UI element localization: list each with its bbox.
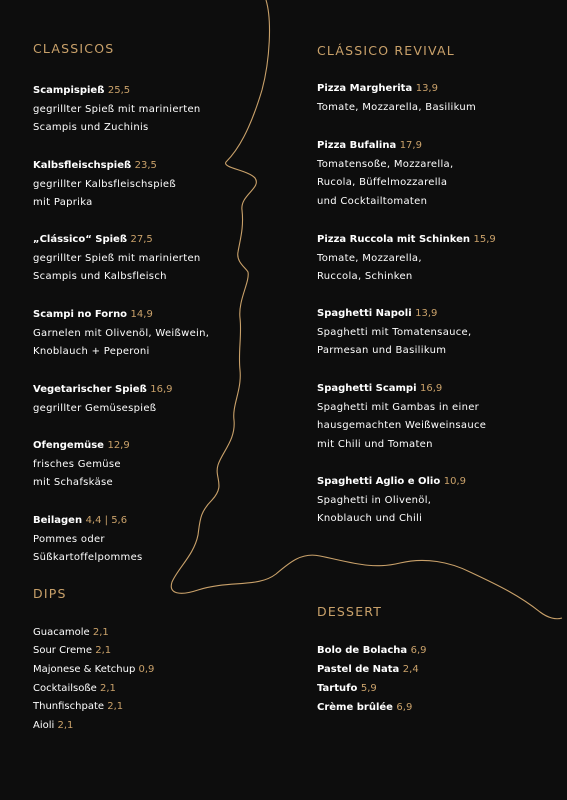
- item-name: Thunfischpate: [33, 701, 105, 712]
- item-price: 6,9: [396, 702, 413, 713]
- item-name: Spaghetti Aglio e Olio: [317, 476, 441, 487]
- dip-item: [33, 717, 73, 736]
- item-price: 2,1: [92, 627, 109, 638]
- dessert-item: [317, 661, 419, 680]
- item-name: Scampi no Forno: [33, 309, 128, 320]
- item-name: Guacamole: [33, 627, 90, 638]
- item-desc: Garnelen mit Olivenöl, Weißwein,: [33, 327, 210, 339]
- item-desc: Spaghetti mit Tomatensauce,: [317, 326, 472, 338]
- menu-item-pizza-margherita: [317, 80, 567, 117]
- item-name: Pizza Bufalina: [317, 140, 397, 151]
- item-name: Ofengemüse: [33, 440, 104, 451]
- item-desc: Parmesan und Basilikum: [317, 345, 447, 356]
- menu-item-pizza-bufalina: [317, 137, 567, 211]
- item-price: 27,5: [130, 234, 153, 245]
- item-desc: Spaghetti in Olivenöl,: [317, 494, 432, 506]
- item-desc: gegrillter Spieß mit marinierten: [33, 252, 201, 264]
- item-desc: Scampis und Zuchinis: [33, 122, 149, 133]
- menu-item-kalbsfleischspiess: [33, 157, 283, 213]
- item-name: Bolo de Bolacha: [317, 645, 408, 656]
- menu-item-pizza-ruccola: [317, 231, 567, 287]
- item-price: 13,9: [415, 308, 438, 319]
- item-price: 12,9: [107, 440, 130, 451]
- item-price: 10,9: [443, 476, 466, 487]
- item-desc: Knoblauch und Chili: [317, 513, 423, 524]
- item-name: Beilagen: [33, 515, 83, 526]
- menu-item-vegetarischer-spiess: [33, 381, 283, 418]
- item-price: 2,1: [107, 701, 124, 712]
- item-desc: Tomate, Mozzarella,: [317, 252, 422, 264]
- item-desc: Scampis und Kalbsfleisch: [33, 271, 167, 282]
- menu-item-classico-spiess: [33, 231, 283, 287]
- item-desc: gegrillter Gemüsespieß: [33, 402, 157, 414]
- menu-item-scampi-no-forno: [33, 306, 283, 362]
- item-desc: Pommes oder: [33, 533, 105, 545]
- item-name: Scampispieß: [33, 85, 105, 96]
- item-name: Pizza Margherita: [317, 83, 413, 94]
- item-desc: und Cocktailtomaten: [317, 195, 428, 207]
- item-price: 15,9: [473, 234, 496, 245]
- menu-item-spaghetti-napoli: [317, 305, 567, 361]
- item-price: 16,9: [150, 384, 173, 395]
- item-price: 13,9: [415, 83, 438, 94]
- item-desc: gegrillter Kalbsfleischspieß: [33, 178, 176, 190]
- item-price: 2,1: [57, 720, 74, 731]
- item-price: 2,4: [402, 664, 419, 675]
- item-price: 23,5: [134, 160, 157, 171]
- menu-item-beilagen: [33, 512, 283, 568]
- item-price: 25,5: [107, 85, 131, 96]
- item-desc: mit Schafskäse: [33, 477, 113, 488]
- section-title-dips: DIPS: [33, 586, 67, 601]
- item-price: 5,9: [360, 683, 377, 694]
- item-desc: gegrillter Spieß mit marinierten: [33, 103, 201, 115]
- item-name: Pastel de Nata: [317, 664, 400, 675]
- item-desc: frisches Gemüse: [33, 458, 121, 470]
- menu-item-ofengemuese: [33, 437, 283, 493]
- item-price: 17,9: [399, 140, 422, 151]
- item-name: Majonese & Ketchup: [33, 664, 139, 675]
- item-name: Aioli: [33, 720, 55, 731]
- item-name: Spaghetti Napoli: [317, 308, 412, 319]
- menu-item-scampispiess: [33, 82, 283, 138]
- dip-item: [33, 661, 154, 680]
- menu-item-spaghetti-aglio-olio: [317, 473, 567, 529]
- item-desc: mit Paprika: [33, 197, 93, 208]
- item-name: Tartufo: [317, 683, 358, 694]
- section-title-dessert: DESSERT: [317, 604, 383, 619]
- item-desc: Tomate, Mozzarella, Basilikum: [317, 101, 477, 113]
- item-desc: Tomatensoße, Mozzarella,: [317, 158, 454, 170]
- item-desc: Ruccola, Schinken: [317, 271, 413, 282]
- item-price: 14,9: [130, 309, 153, 320]
- item-price: 16,9: [420, 383, 443, 394]
- item-desc: Spaghetti mit Gambas in einer: [317, 401, 480, 413]
- item-name: Pizza Ruccola mit Schinken: [317, 234, 471, 245]
- dip-item: [33, 680, 116, 699]
- section-title-classico-revival: CLÁSSICO REVIVAL: [317, 43, 455, 58]
- dessert-item: [317, 642, 427, 661]
- dip-item: [33, 624, 109, 643]
- item-price: 2,1: [95, 645, 112, 656]
- item-name: Crème brûlée: [317, 702, 393, 713]
- item-name: Vegetarischer Spieß: [33, 384, 147, 395]
- dip-item: [33, 642, 111, 661]
- item-name: Cocktailsoße: [33, 683, 97, 694]
- dip-item: [33, 698, 123, 717]
- dessert-item: [317, 699, 412, 718]
- item-name: „Clássico“ Spieß: [33, 234, 128, 245]
- item-price: 6,9: [410, 645, 427, 656]
- item-desc: hausgemachten Weißweinsauce: [317, 420, 487, 431]
- item-name: Sour Creme: [33, 645, 96, 656]
- dessert-item: [317, 680, 377, 699]
- item-desc: Rucola, Büffelmozzarella: [317, 177, 448, 188]
- section-title-classicos: CLASSICOS: [33, 41, 115, 56]
- item-name: Kalbsfleischspieß: [33, 160, 132, 171]
- item-name: Spaghetti Scampi: [317, 383, 417, 394]
- menu-item-spaghetti-scampi: [317, 380, 567, 454]
- item-desc: Süßkartoffelpommes: [33, 552, 143, 563]
- item-price: 0,9: [138, 664, 155, 675]
- item-price: 2,1: [99, 683, 116, 694]
- item-price: 4,4 | 5,6: [85, 515, 128, 526]
- item-desc: Knoblauch + Peperoni: [33, 346, 150, 357]
- item-desc: mit Chili und Tomaten: [317, 438, 433, 450]
